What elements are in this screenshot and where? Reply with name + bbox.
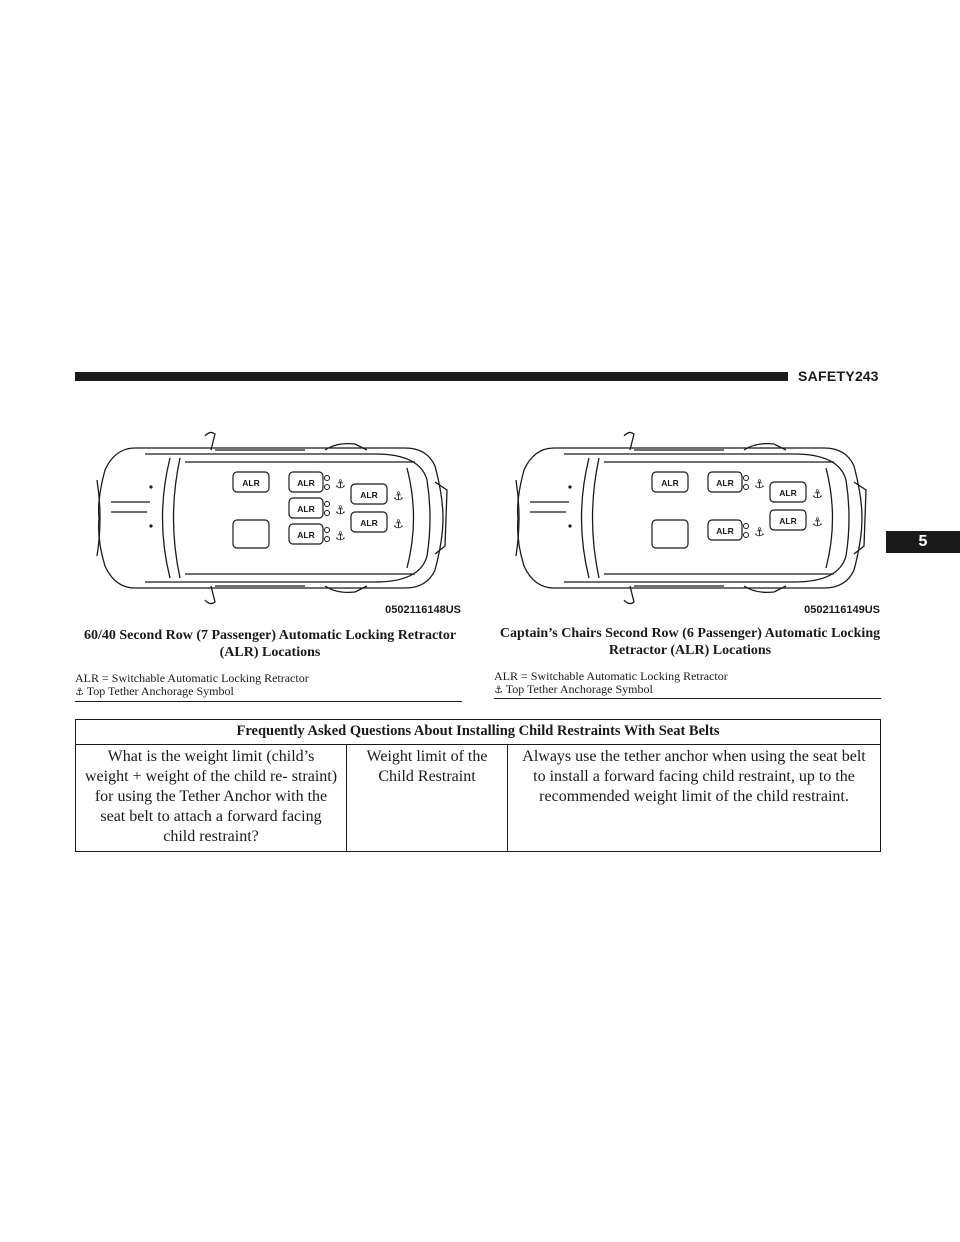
seat-label-alr: ALR bbox=[242, 478, 260, 488]
svg-text:⚓: ⚓ bbox=[335, 477, 346, 491]
seat-label-alr: ALR bbox=[360, 518, 378, 528]
legend-tether-text: Top Tether Anchorage Symbol bbox=[505, 682, 653, 696]
figure-code: 0502116149US bbox=[804, 604, 880, 616]
svg-text:⚓: ⚓ bbox=[393, 517, 404, 531]
faq-answer: Always use the tether anchor when using the seat belt to install a forward facing child restraint, up to the recommended weight limit of the child restraint. bbox=[508, 745, 881, 852]
figure-caption: Captain’s Chairs Second Row (6 Passenger) Automatic Locking Retractor (ALR) Locations bbox=[499, 626, 881, 658]
seat-label-alr: ALR bbox=[297, 478, 315, 488]
svg-text:⚓: ⚓ bbox=[812, 515, 823, 529]
figure-code: 0502116148US bbox=[385, 604, 461, 616]
seat-label-alr: ALR bbox=[297, 530, 315, 540]
seat-label-alr: ALR bbox=[716, 478, 734, 488]
table-row bbox=[76, 745, 881, 852]
legend-alr-definition: ALR = Switchable Automatic Locking Retractor bbox=[494, 669, 728, 683]
svg-text:⚓: ⚓ bbox=[754, 525, 765, 539]
svg-text:⚓: ⚓ bbox=[812, 487, 823, 501]
top-tether-anchorage-icon: ⚓ bbox=[75, 687, 84, 698]
seat-label-alr: ALR bbox=[716, 526, 734, 536]
svg-text:⚓: ⚓ bbox=[335, 529, 346, 543]
legend-tether-text: Top Tether Anchorage Symbol bbox=[86, 684, 234, 698]
chapter-tab[interactable]: 5 bbox=[886, 531, 960, 553]
svg-text:⚓: ⚓ bbox=[754, 477, 765, 491]
svg-text:⚓: ⚓ bbox=[393, 489, 404, 503]
legend-alr-definition: ALR = Switchable Automatic Locking Retractor bbox=[75, 671, 309, 685]
figure-6-passenger bbox=[494, 420, 884, 616]
seat-label-alr: ALR bbox=[779, 516, 797, 526]
svg-text:⚓: ⚓ bbox=[335, 503, 346, 517]
table-header-row bbox=[76, 720, 881, 745]
header-rule bbox=[75, 372, 788, 381]
legend-rule bbox=[494, 698, 881, 699]
seat-label-alr: ALR bbox=[360, 490, 378, 500]
seat-label-alr: ALR bbox=[779, 488, 797, 498]
table-title: Frequently Asked Questions About Installing Child Restraints With Seat Belts bbox=[76, 720, 881, 745]
faq-limit: Weight limit of the Child Restraint bbox=[347, 745, 508, 852]
figure-7-passenger bbox=[75, 420, 465, 616]
top-tether-anchorage-icon: ⚓ bbox=[494, 685, 503, 696]
legend-tether-symbol bbox=[494, 683, 653, 697]
seat-label-alr: ALR bbox=[297, 504, 315, 514]
figure-caption: 60/40 Second Row (7 Passenger) Automatic Locking Retractor (ALR) Locations bbox=[83, 628, 457, 660]
section-title: SAFETY bbox=[798, 368, 856, 384]
seat-label-alr: ALR bbox=[661, 478, 679, 488]
page-number: 243 bbox=[855, 368, 879, 384]
vehicle-top-view-diagram bbox=[75, 420, 465, 616]
faq-question: What is the weight limit (child’s weight + weight of the child re- straint) for using the Tether Anchor with the seat belt to attach a forward facing child restraint? bbox=[76, 745, 347, 852]
legend-tether-symbol bbox=[75, 685, 234, 699]
legend-rule bbox=[75, 701, 462, 702]
vehicle-top-view-diagram bbox=[494, 420, 884, 616]
faq-table bbox=[75, 719, 881, 852]
